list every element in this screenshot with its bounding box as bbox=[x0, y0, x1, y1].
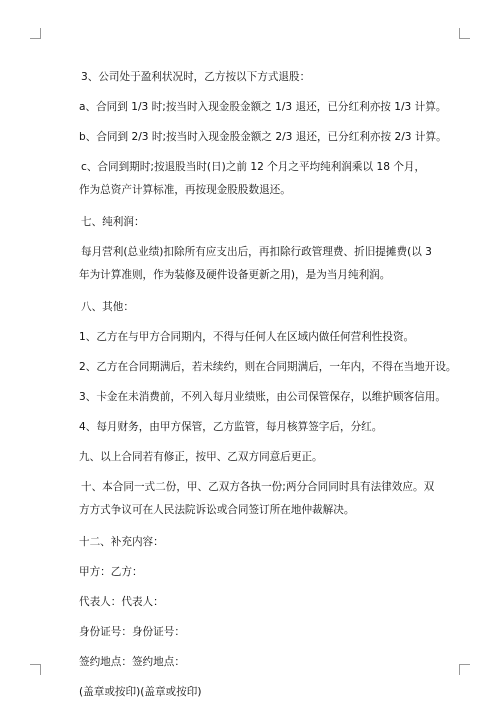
paragraph-amendment: 九、以上合同若有修正，按甲、乙双方同意后更正。 bbox=[79, 451, 323, 463]
paragraph-net-profit: 每月营利(总业绩)扣除所有应支出后，再扣除行政管理费、折旧提摊费(以 3 年为计算准则，作为装修及硬件设备更新之用)，是为当月纯利润。 bbox=[79, 246, 432, 281]
paragraph-other-2: 2、乙方在合同期满后，若未续约，则在合同期满后，一年内，不得在当地开设。 bbox=[79, 361, 457, 373]
crop-mark-bottom-left bbox=[30, 664, 41, 675]
signature-id-line: 身份证号：身份证号： bbox=[79, 626, 185, 638]
paragraph-other-3: 3、卡金在未消费前，不列入每月业绩账，由公司保管保存，以维护顾客信用。 bbox=[79, 391, 446, 403]
crop-mark-bottom-right bbox=[459, 664, 470, 675]
signature-seal-line: (盖章或按印)(盖章或按印) bbox=[79, 686, 202, 698]
signature-party-line: 甲方：乙方： bbox=[79, 566, 143, 578]
signature-representative-line: 代表人：代表人： bbox=[79, 596, 164, 608]
paragraph-other-4: 4、每月财务，由甲方保管，乙方监管，每月核算签字后，分红。 bbox=[79, 421, 383, 433]
crop-mark-top-right bbox=[459, 28, 470, 39]
section-heading-net-profit: 七、纯利润： bbox=[81, 216, 145, 228]
paragraph-other-1: 1、乙方在与甲方合同期内，不得与任何人在区域内做任何营利性投资。 bbox=[79, 331, 415, 343]
paragraph-withdrawal-b: b、合同到 2/3 时;按当时入现金股金额之 2/3 退还，已分红利亦按 2/3 计算。 bbox=[79, 131, 447, 143]
section-heading-supplement: 十二、补充内容： bbox=[79, 536, 164, 548]
crop-mark-top-left bbox=[30, 28, 41, 39]
document-page bbox=[79, 66, 457, 704]
paragraph-withdrawal-c: c、合同到期时;按退股当时(日)之前 12 个月之平均纯利润乘以 18 个月，作为总资产计算标准，再按现金股股数退还。 bbox=[79, 161, 426, 196]
paragraph-copies-dispute: 十、本合同一式二份，甲、乙双方各执一份;两分合同同时具有法律效应。双方方式争议可在人民法院诉讼或合同签订所在地仲裁解决。 bbox=[79, 481, 435, 516]
signature-location-line: 签约地点：签约地点： bbox=[79, 656, 185, 668]
section-heading-other: 八、其他： bbox=[81, 301, 134, 313]
paragraph-withdrawal-a: a、合同到 1/3 时;按当时入现金股金额之 1/3 退还，已分红利亦按 1/3 计算。 bbox=[79, 101, 447, 113]
paragraph-withdrawal-profit: 3、公司处于盈利状况时，乙方按以下方式退股： bbox=[81, 71, 311, 83]
